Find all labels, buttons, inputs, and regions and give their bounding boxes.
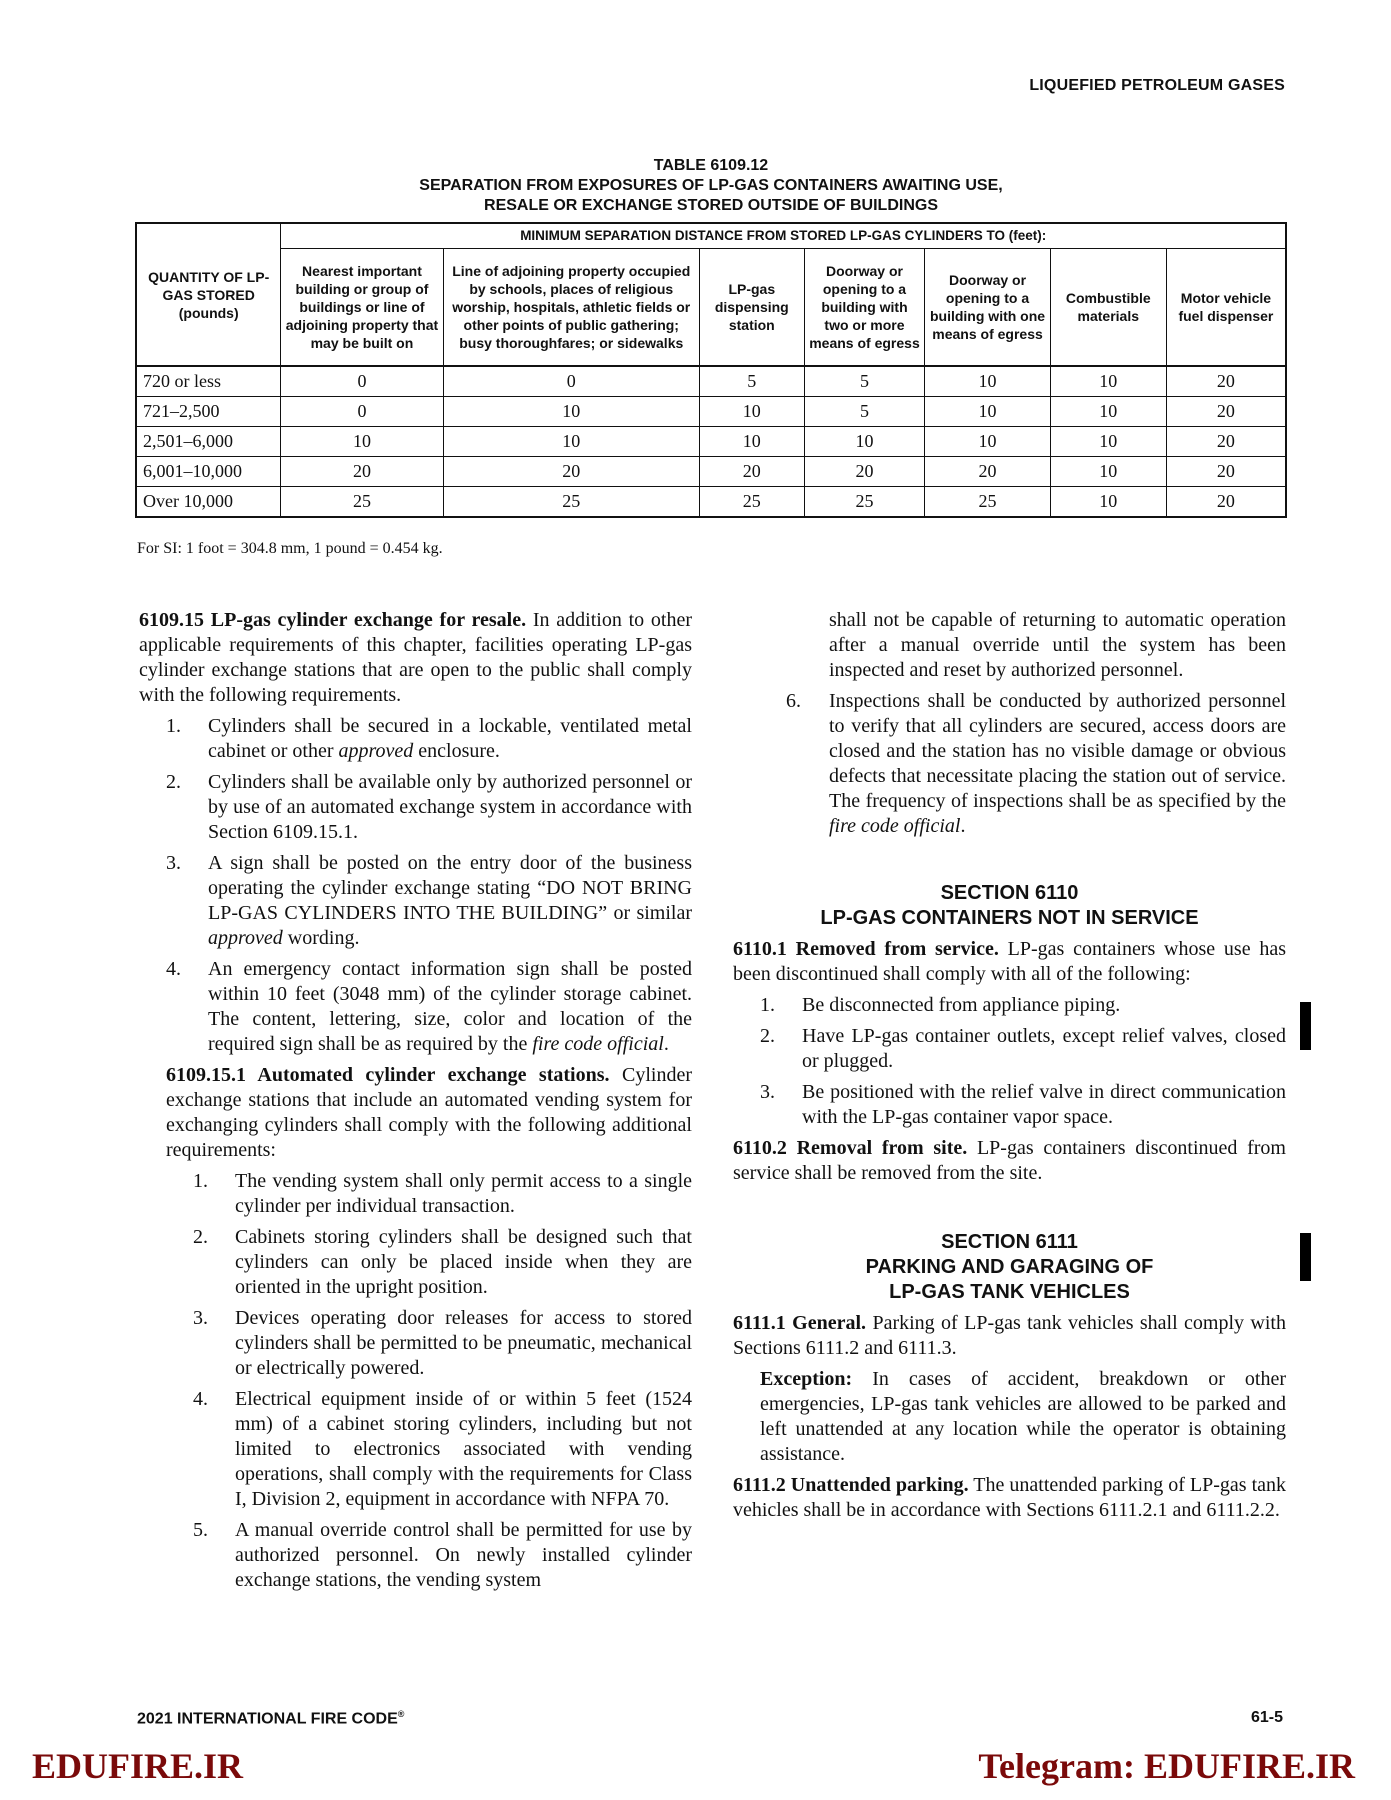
list-item bbox=[139, 770, 692, 845]
value-cell: 20 bbox=[699, 457, 804, 487]
exception bbox=[733, 1367, 1286, 1467]
column-header: Doorway or opening to a building with one means of egress bbox=[925, 249, 1050, 367]
table-row bbox=[136, 487, 1286, 518]
item-text: Cylinders shall be available only by authorized personnel or by use of an automated exchange system in accordance with Section 6109.15.1. bbox=[208, 771, 692, 843]
value-cell: 5 bbox=[804, 366, 925, 397]
value-cell: 0 bbox=[281, 397, 443, 427]
section-heading: 6110.2 Removal from site. bbox=[733, 1137, 968, 1159]
item-text: A manual override control shall be permitted for use by authorized personnel. On newly installed cylinder exchange stations, the vending system bbox=[235, 1519, 692, 1591]
item-text: . bbox=[663, 1033, 669, 1055]
table-row bbox=[136, 457, 1286, 487]
list-item bbox=[166, 1169, 692, 1219]
paragraph-6110-2 bbox=[733, 1136, 1286, 1186]
section-body: Parking of LP-gas tank vehicles shall comply with Sections 6111.2 and 6111.3. bbox=[733, 1312, 1286, 1359]
table-caption bbox=[135, 156, 1287, 216]
exception-label: Exception: bbox=[760, 1368, 853, 1390]
value-cell: 20 bbox=[1166, 366, 1286, 397]
list-item bbox=[733, 1024, 1286, 1074]
list-item bbox=[166, 1387, 692, 1512]
item-text: Devices operating door releases for access to stored cylinders shall be permitted to be pneumatic, mechanical or electrically powered. bbox=[235, 1307, 692, 1379]
item-number: 4. bbox=[166, 958, 181, 980]
item-text: A sign shall be posted on the entry door of the business operating the cylinder exchange stating “DO NOT BRING LP-GAS CYLINDERS INTO THE BUILDING” or similar bbox=[208, 852, 692, 924]
footer-book-title bbox=[137, 1709, 404, 1728]
item-defined-term: approved bbox=[208, 927, 283, 949]
value-cell: 20 bbox=[281, 457, 443, 487]
value-cell: 25 bbox=[443, 487, 699, 518]
value-cell: 20 bbox=[1166, 487, 1286, 518]
value-cell: 10 bbox=[699, 397, 804, 427]
section-body: LP-gas containers whose use has been discontinued shall comply with all of the following: bbox=[733, 938, 1287, 985]
section-title: PARKING AND GARAGING OF bbox=[865, 1256, 1154, 1278]
section-body: In addition to other applicable requirements of this chapter, facilities operating LP-gas cylinder exchange stations that are open to the public shall comply with the following requirements. bbox=[139, 609, 692, 706]
item-number: 2. bbox=[166, 771, 181, 793]
section-number: SECTION 6111 bbox=[941, 1231, 1078, 1253]
right-column bbox=[733, 608, 1286, 1529]
quantity-header: QUANTITY OF LP-GAS STORED (pounds) bbox=[136, 223, 281, 366]
section-title: LP-GAS TANK VEHICLES bbox=[889, 1281, 1130, 1303]
section-6111-title bbox=[733, 1230, 1286, 1305]
item-number: 1. bbox=[166, 715, 181, 737]
registered-mark: ® bbox=[397, 1709, 405, 1719]
watermark-right: Telegram: EDUFIRE.IR bbox=[978, 1746, 1355, 1786]
section-heading: 6109.15.1 Automated cylinder exchange stations. bbox=[166, 1064, 610, 1086]
item-number: 5. bbox=[193, 1519, 208, 1541]
value-cell: 10 bbox=[1050, 366, 1166, 397]
value-cell: 25 bbox=[699, 487, 804, 518]
value-cell: 10 bbox=[1050, 427, 1166, 457]
requirements-list bbox=[139, 714, 692, 1057]
list-item bbox=[166, 1306, 692, 1381]
item-number: 3. bbox=[166, 852, 181, 874]
list-item bbox=[139, 957, 692, 1057]
value-cell: 10 bbox=[699, 427, 804, 457]
section-heading: 6110.1 Removed from service. bbox=[733, 938, 999, 960]
item-number: 1. bbox=[760, 994, 775, 1016]
value-cell: 25 bbox=[925, 487, 1050, 518]
quantity-cell: Over 10,000 bbox=[136, 487, 281, 518]
section-heading: 6111.1 General. bbox=[733, 1312, 867, 1334]
item-number: 3. bbox=[193, 1307, 208, 1329]
value-cell: 25 bbox=[804, 487, 925, 518]
table-row bbox=[136, 366, 1286, 397]
value-cell: 10 bbox=[925, 366, 1050, 397]
value-cell: 10 bbox=[1050, 457, 1166, 487]
section-body: The unattended parking of LP-gas tank vehicles shall be in accordance with Sections 6111.2.1 and 6111.2.2. bbox=[733, 1474, 1287, 1521]
section-body: LP-gas containers discontinued from service shall be removed from the site. bbox=[733, 1137, 1286, 1184]
column-header: Motor vehicle fuel dispenser bbox=[1166, 249, 1286, 367]
list-item bbox=[166, 1518, 692, 1593]
subsection-paragraph bbox=[166, 1063, 692, 1163]
value-cell: 5 bbox=[699, 366, 804, 397]
item-number: 2. bbox=[760, 1025, 775, 1047]
quantity-cell: 2,501–6,000 bbox=[136, 427, 281, 457]
section-6109-15-1 bbox=[139, 1063, 692, 1593]
column-header: LP-gas dispensing station bbox=[699, 249, 804, 367]
quantity-cell: 6,001–10,000 bbox=[136, 457, 281, 487]
item-number: 1. bbox=[193, 1170, 208, 1192]
removed-from-service-list bbox=[733, 993, 1286, 1130]
item-text: The vending system shall only permit access to a single cylinder per individual transaction. bbox=[235, 1170, 692, 1217]
table-footnote: For SI: 1 foot = 304.8 mm, 1 pound = 0.454 kg. bbox=[137, 540, 443, 557]
value-cell: 0 bbox=[281, 366, 443, 397]
item-text: Have LP-gas container outlets, except relief valves, closed or plugged. bbox=[802, 1025, 1286, 1072]
table-title: TABLE 6109.12 bbox=[653, 157, 769, 174]
item-text: wording. bbox=[282, 927, 360, 949]
section-6109-15 bbox=[139, 608, 692, 708]
item-text: Cabinets storing cylinders shall be designed such that cylinders can only be placed inside when they are oriented in the upright position. bbox=[235, 1226, 692, 1298]
section-heading: 6111.2 Unattended parking. bbox=[733, 1474, 969, 1496]
table-subtitle-line1: SEPARATION FROM EXPOSURES OF LP-GAS CONTAINERS AWAITING USE, bbox=[419, 177, 1003, 194]
item-text: Cylinders shall be secured in a lockable, ventilated metal cabinet or other bbox=[208, 715, 692, 762]
value-cell: 20 bbox=[804, 457, 925, 487]
item-number: 4. bbox=[193, 1388, 208, 1410]
value-cell: 20 bbox=[1166, 427, 1286, 457]
table-row bbox=[136, 427, 1286, 457]
item-text: Electrical equipment inside of or within 5 feet (1524 mm) of a cabinet storing cylinders, including but not limited to electronics associated with vending operations, shall comply with the requirements for Class I, Division 2, equipment in accordance with NFPA 70. bbox=[235, 1388, 692, 1510]
table-subtitle-line2: RESALE OR EXCHANGE STORED OUTSIDE OF BUILDINGS bbox=[484, 197, 938, 214]
item-number: 6. bbox=[786, 690, 801, 712]
left-column bbox=[139, 608, 692, 1599]
exception-body: In cases of accident, breakdown or other emergencies, LP-gas tank vehicles are allowed to be parked and left unattended at any location while the operator is obtaining assistance. bbox=[760, 1368, 1287, 1465]
list-item bbox=[733, 689, 1286, 839]
item-number: 3. bbox=[760, 1081, 775, 1103]
column-header: Combustible materials bbox=[1050, 249, 1166, 367]
value-cell: 20 bbox=[443, 457, 699, 487]
section-body: Cylinder exchange stations that include an automated vending system for exchanging cylinders shall comply with the following additional requirements: bbox=[166, 1064, 693, 1161]
table-row bbox=[136, 397, 1286, 427]
section-number: SECTION 6110 bbox=[940, 882, 1079, 904]
value-cell: 20 bbox=[925, 457, 1050, 487]
item-text: Be disconnected from appliance piping. bbox=[802, 994, 1121, 1016]
change-bar-marker bbox=[1300, 1233, 1311, 1281]
value-cell: 20 bbox=[1166, 397, 1286, 427]
list-item bbox=[166, 1225, 692, 1300]
item-number: 2. bbox=[193, 1226, 208, 1248]
automated-requirements-list-cont bbox=[733, 689, 1286, 839]
list-item-continuation: shall not be capable of returning to automatic operation after a manual override until the system has been inspected and reset by authorized personnel. bbox=[829, 609, 1286, 681]
value-cell: 25 bbox=[281, 487, 443, 518]
page-number: 61-5 bbox=[1250, 1709, 1283, 1726]
value-cell: 10 bbox=[804, 427, 925, 457]
separation-table bbox=[135, 222, 1287, 518]
automated-requirements-list bbox=[166, 1169, 692, 1593]
column-header: Doorway or opening to a building with two or more means of egress bbox=[804, 249, 925, 367]
item-text: Inspections shall be conducted by authorized personnel to verify that all cylinders are secured, access doors are closed and the station has no visible damage or obvious defects that necessitate placing the station out of service. The frequency of inspections shall be as specified by the bbox=[829, 690, 1286, 812]
value-cell: 10 bbox=[925, 427, 1050, 457]
list-item bbox=[139, 851, 692, 951]
value-cell: 10 bbox=[443, 427, 699, 457]
value-cell: 0 bbox=[443, 366, 699, 397]
paragraph-6111-1 bbox=[733, 1311, 1286, 1361]
column-header: Nearest important building or group of buildings or line of adjoining property that may be built on bbox=[281, 249, 443, 367]
value-cell: 10 bbox=[1050, 397, 1166, 427]
item-text: Be positioned with the relief valve in direct communication with the LP-gas container vapor space. bbox=[802, 1081, 1286, 1128]
list-item bbox=[139, 714, 692, 764]
section-6110-title bbox=[733, 881, 1286, 931]
value-cell: 10 bbox=[925, 397, 1050, 427]
value-cell: 10 bbox=[443, 397, 699, 427]
book-title: 2021 INTERNATIONAL FIRE CODE bbox=[137, 1710, 398, 1728]
section-heading: 6109.15 LP-gas cylinder exchange for resale. bbox=[139, 609, 527, 631]
section-title: LP-GAS CONTAINERS NOT IN SERVICE bbox=[820, 907, 1199, 929]
item-text: . bbox=[960, 815, 966, 837]
value-cell: 5 bbox=[804, 397, 925, 427]
column-header: Line of adjoining property occupied by schools, places of religious worship, hospitals, athletic fields or other points of public gathering; busy thoroughfares; or sidewalks bbox=[443, 249, 699, 367]
value-cell: 20 bbox=[1166, 457, 1286, 487]
item-defined-term: fire code official bbox=[829, 815, 961, 837]
item-defined-term: fire code official bbox=[532, 1033, 664, 1055]
running-head: LIQUEFIED PETROLEUM GASES bbox=[1029, 77, 1285, 94]
change-bar-marker bbox=[1300, 1002, 1311, 1050]
item-text: enclosure. bbox=[413, 740, 500, 762]
quantity-cell: 721–2,500 bbox=[136, 397, 281, 427]
super-header: MINIMUM SEPARATION DISTANCE FROM STORED LP-GAS CYLINDERS TO (feet): bbox=[281, 223, 1286, 249]
value-cell: 10 bbox=[1050, 487, 1166, 518]
quantity-cell: 720 or less bbox=[136, 366, 281, 397]
item-text: An emergency contact information sign shall be posted within 10 feet (3048 mm) of the cylinder storage cabinet. The content, lettering, size, color and location of the required sign shall be as required by the bbox=[208, 958, 692, 1055]
value-cell: 10 bbox=[281, 427, 443, 457]
item-defined-term: approved bbox=[338, 740, 414, 762]
watermark-left: EDUFIRE.IR bbox=[32, 1746, 244, 1786]
list-item bbox=[733, 993, 1286, 1018]
list-item bbox=[733, 1080, 1286, 1130]
paragraph-6110-1 bbox=[733, 937, 1286, 987]
paragraph-6111-2 bbox=[733, 1473, 1286, 1523]
